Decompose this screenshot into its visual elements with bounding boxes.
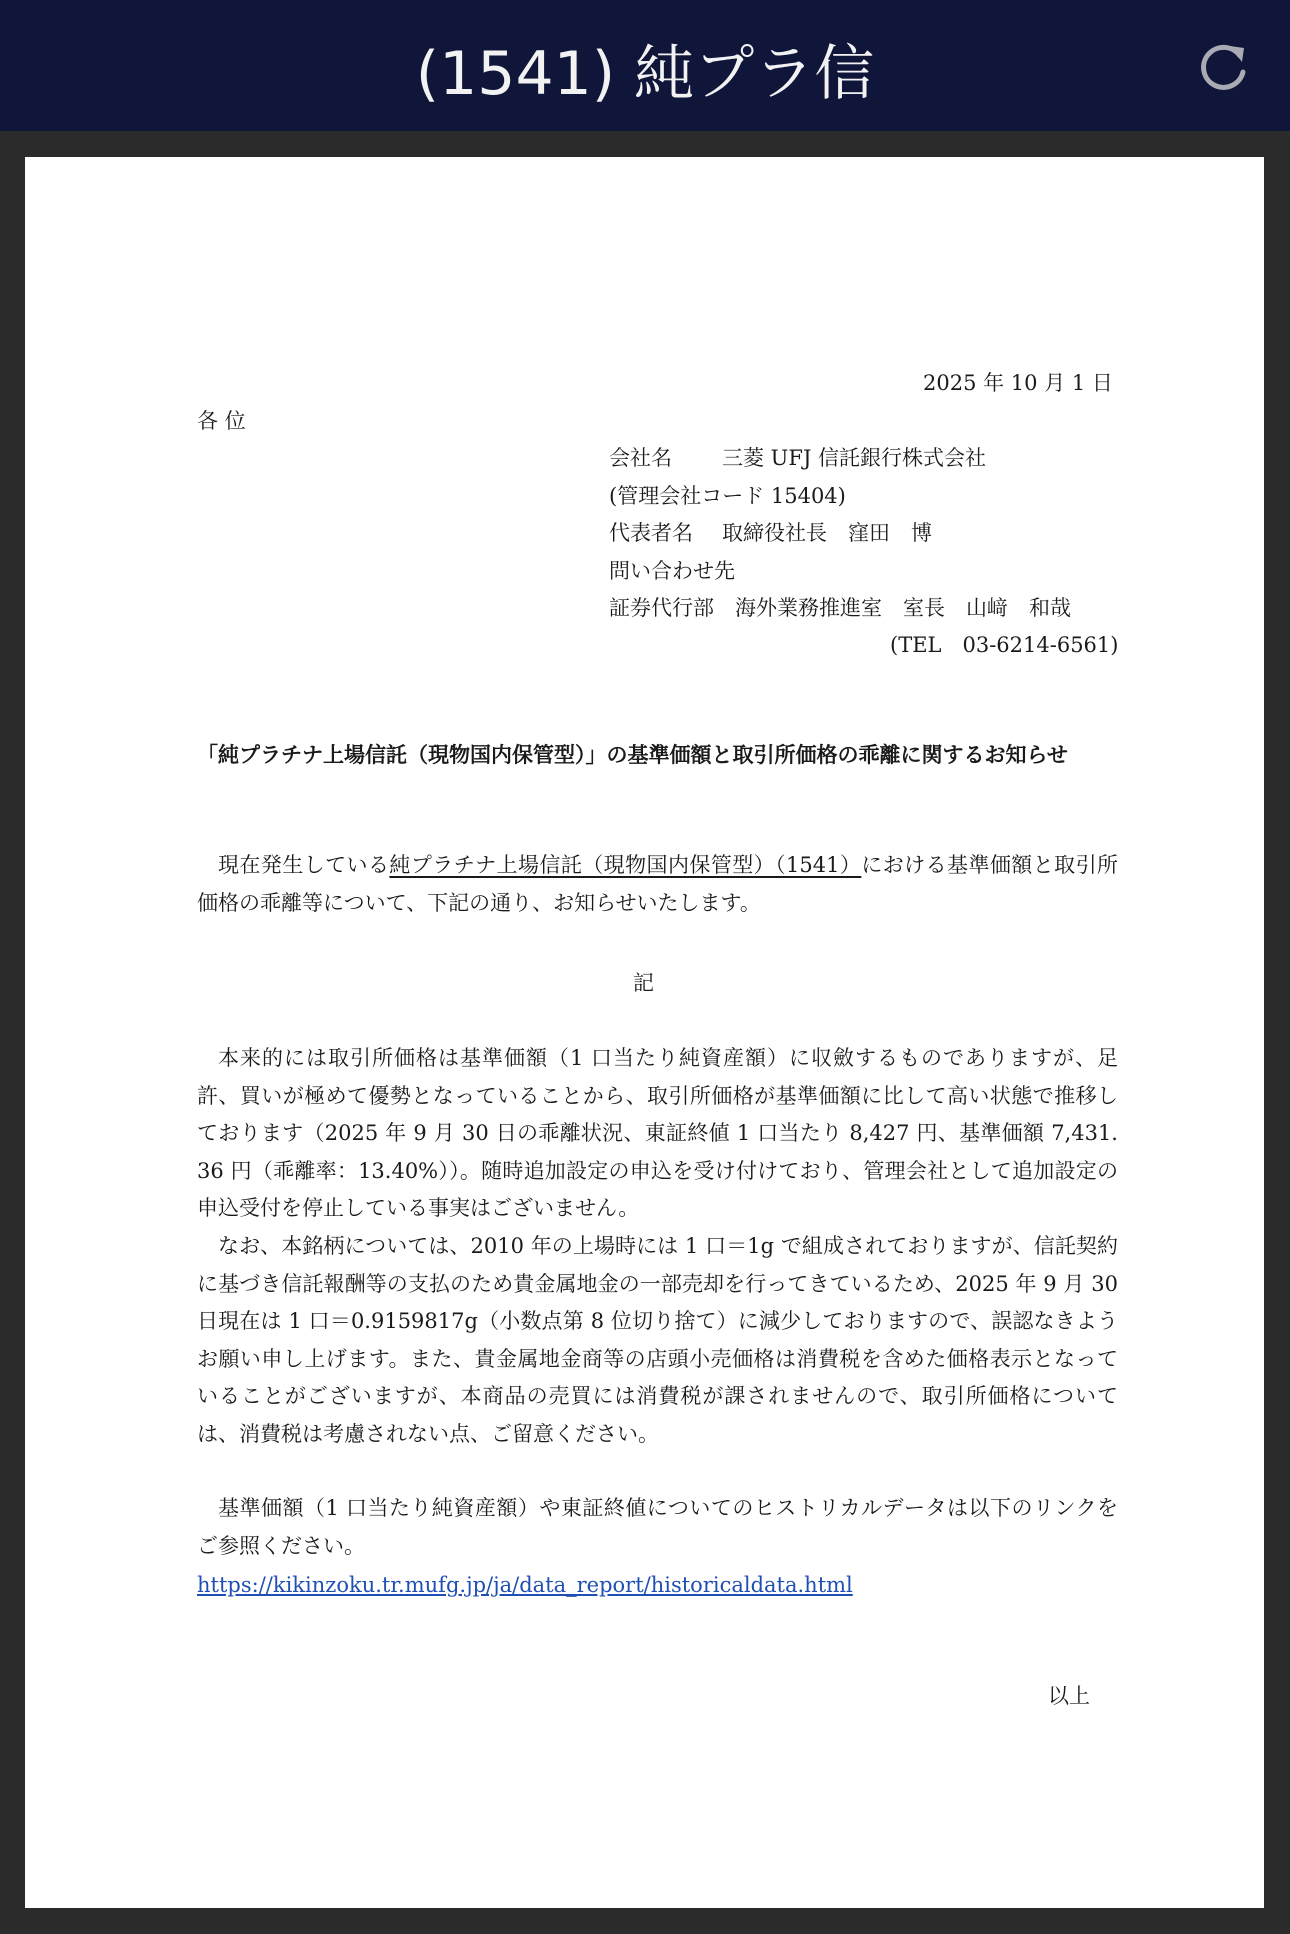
ki-mark: 記 [633,971,654,995]
closing-text: 以上 [1048,1684,1090,1708]
body-paragraph-3: 基準価額（1 口当たり純資産額）や東証終値についてのヒストリカルデータは以下のリンクをご参照ください。 [197,1496,1118,1558]
company-name: 三菱 UFJ 信託銀行株式会社 [722,446,987,470]
company-label: 会社名 [609,446,672,470]
intro-pre: 現在発生している [218,853,390,877]
intro-product: 純プラチナ上場信託（現物国内保管型）（1541） [389,853,862,877]
intro-post: における基準価額と取引所価格の乖離等について、下記の通り、お知らせいたします。 [197,853,1119,915]
top-bar [0,0,1290,131]
addressee: 各 位 [197,409,246,433]
historical-data-link[interactable]: https://kikinzoku.tr.mufg.jp/ja/data_report/historicaldata.html [197,1573,853,1597]
contact-dept: 証券代行部 海外業務推進室 室長 山﨑 和哉 [609,596,1071,620]
rep-label: 代表者名 [609,521,693,545]
contact-label: 問い合わせ先 [609,559,735,583]
rep-name: 取締役社長 窪田 博 [722,521,932,545]
body-paragraph-1: 本来的には取引所価格は基準価額（1 口当たり純資産額）に収斂するものでありますが、足許、買いが極めて優勢となっていることから、取引所価格が基準価額に比して高い状態で推移しております（2025 年 9 月 30 日の乖離状況、東証終値 1 口当たり 8,427 円、基準価額 7,431.36 円（乖離率：13.40%））。随時追加設定の申込を受け付けており、管理会社として追加設定の申込受付を停止している事実はございません。 [197,1046,1118,1221]
contact-tel: (TEL 03-6214-6561) [890,633,1119,657]
admin-code: (管理会社コード 15404) [609,484,846,508]
notice-heading: 「純プラチナ上場信託（現物国内保管型）」の基準価額と取引所価格の乖離に関するお知らせ [197,742,1068,767]
body-paragraph-2: なお、本銘柄については、2010 年の上場時には 1 口＝1g で組成されておりますが、信託契約に基づき信託報酬等の支払のため貴金属地金の一部売却を行ってきているため、2025 年 9 月 30 日現在は 1 口＝0.9159817g（小数点第 8 位切り捨て）に減少しておりますので、誤認なきようお願い申し上げます。また、貴金属地金商等の店頭小売価格は消費税を含めた価格表示となっていることがございますが、本商品の売買には消費税が課されませんので、取引所価格については、消費税は考慮されない点、ご留意ください。 [197,1234,1118,1446]
page-title: (1541) 純プラ信 [415,39,875,109]
reload-icon[interactable] [1196,38,1252,94]
intro-paragraph [197,847,1118,922]
doc-date: 2025 年 10 月 1 日 [923,371,1113,395]
document-page [25,157,1264,1908]
